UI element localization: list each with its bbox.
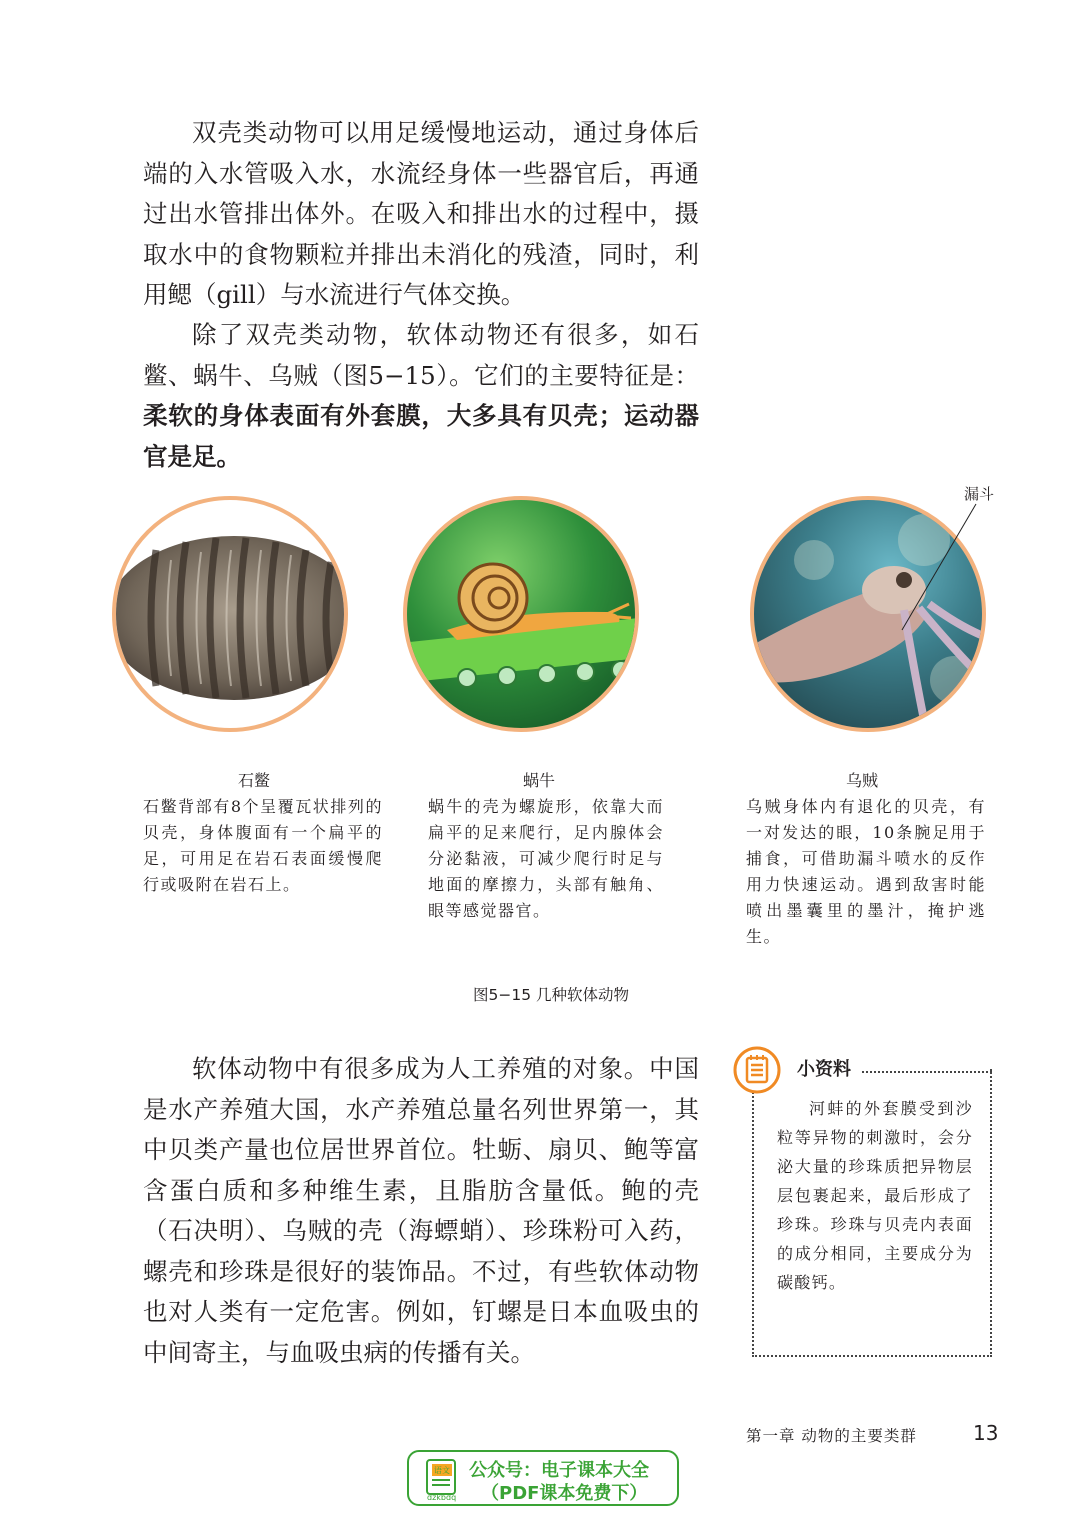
info-box-title: 小资料 xyxy=(797,1059,851,1080)
chiton-title: 石鳖 xyxy=(238,771,271,790)
watermark-badge xyxy=(407,1450,679,1506)
mollusc-key-features: 柔软的身体表面有外套膜，大多具有贝壳；运动器官是足。 xyxy=(143,401,699,471)
book-icon-text: 语文 xyxy=(434,1466,450,1475)
figure-caption: 图5−15 几种软体动物 xyxy=(473,986,629,1004)
info-box-text: 河蚌的外套膜受到沙粒等异物的刺激时，会分泌大量的珍珠质把异物层层包裹起来，最后形成了珍珠。珍珠与贝壳内表面的成分相同，主要成分为碳酸钙。 xyxy=(777,1099,973,1292)
chiton-photo xyxy=(112,496,348,732)
paragraph-aquaculture: 软体动物中有很多成为人工养殖的对象。中国是水产养殖大国，水产养殖总量名列世界第一，其中贝类产量也位居世界首位。牡蛎、扇贝、鲍等富含蛋白质和多种维生素，且脂肪含量低。鲍的壳（石决明）、乌贼的壳（海螵蛸）、珍珠粉可入药，螺壳和珍珠是很好的装饰品。不过，有些软体动物也对人类有一定危害。例如，钉螺是日本血吸虫的中间寄主，与血吸虫病的传播有关。 xyxy=(143,1054,699,1367)
chapter-footer: 第一章 动物的主要类群 xyxy=(746,1427,917,1445)
funnel-label: 漏斗 xyxy=(964,485,995,503)
chiton-description: 石鳖背部有8个呈覆瓦状排列的贝壳，身体腹面有一个扁平的足，可用足在岩石表面缓慢爬行或吸附在岩石上。 xyxy=(143,797,383,894)
page-number: 13 xyxy=(973,1421,999,1445)
snail-title: 蜗牛 xyxy=(523,771,556,790)
watermark-small-text: dzkbdq xyxy=(427,1493,457,1502)
cuttlefish-title: 乌贼 xyxy=(846,771,879,790)
watermark-line1: 公众号：电子课本大全 xyxy=(469,1460,649,1481)
snail-description: 蜗牛的壳为螺旋形，依靠大而扁平的足来爬行，足内腺体会分泌黏液，可减少爬行时足与地面的摩擦力，头部有触角、眼等感觉器官。 xyxy=(428,797,664,920)
cuttlefish-description: 乌贼身体内有退化的贝壳，有一对发达的眼，10条腕足用于捕食，可借助漏斗喷水的反作用力快速运动。遇到敌害时能喷出墨囊里的墨汁，掩护逃生。 xyxy=(746,797,986,946)
snail-photo xyxy=(403,496,639,732)
notebook-icon xyxy=(733,1046,781,1094)
watermark-line2: （PDF课本免费下） xyxy=(481,1483,648,1504)
funnel-leader-line xyxy=(890,500,980,640)
info-box-top-border xyxy=(862,1071,992,1073)
paragraph-bivalve-movement: 双壳类动物可以用足缓慢地运动，通过身体后端的入水管吸入水，水流经身体一些器官后，再通过出水管排出体外。在吸入和排出水的过程中，摄取水中的食物颗粒并排出未消化的残渣，同时，利用鳃（gill）与水流进行气体交换。 xyxy=(143,118,699,309)
paragraph-mollusc-features xyxy=(143,315,699,477)
paragraph-mollusc-features-text: 除了双壳类动物，软体动物还有很多，如石鳖、蜗牛、乌贼（图5−15）。它们的主要特征是： xyxy=(143,320,699,390)
